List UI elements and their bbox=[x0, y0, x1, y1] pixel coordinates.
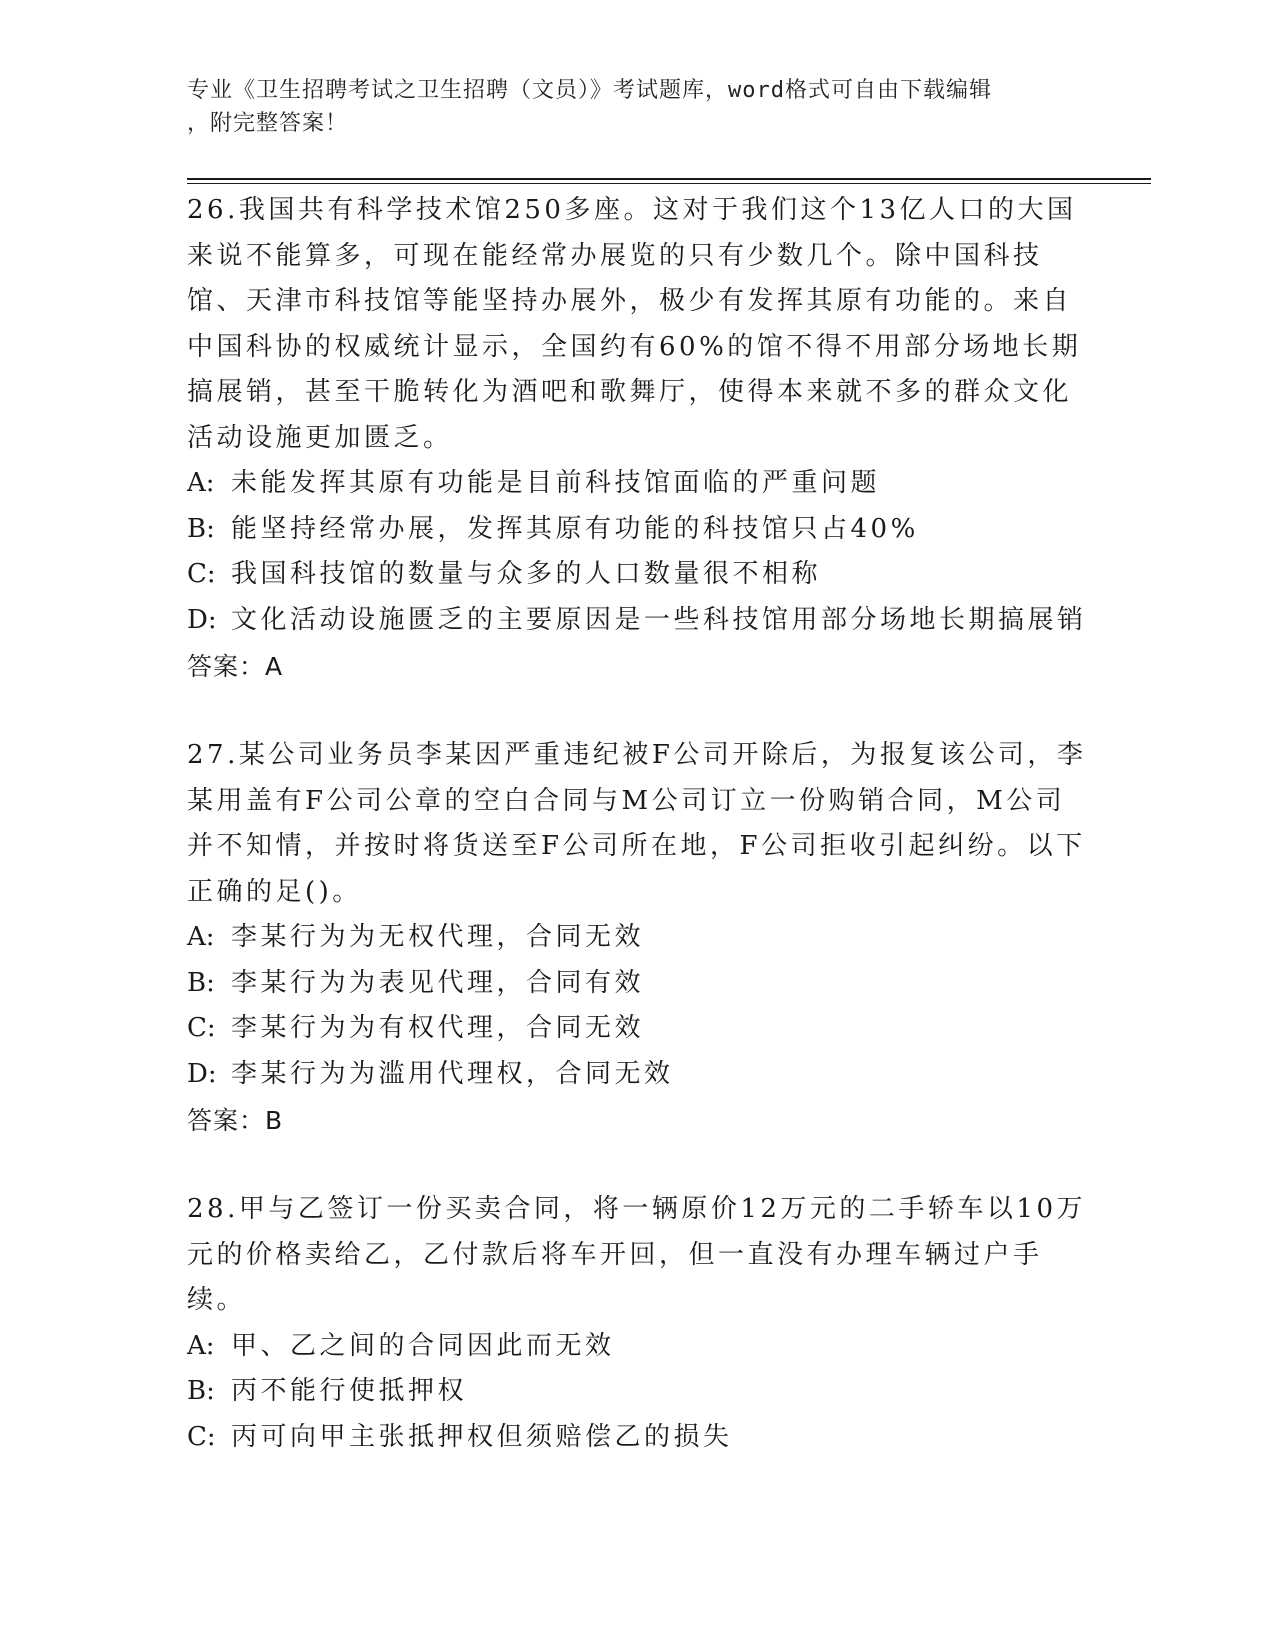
option-b bbox=[187, 507, 1087, 553]
question-27 bbox=[187, 733, 1087, 1145]
option-letter: C: bbox=[187, 1013, 216, 1043]
option-d bbox=[187, 1052, 1087, 1098]
option-text: 未能发挥其原有功能是目前科技馆面临的严重问题 bbox=[231, 468, 881, 498]
option-letter: A: bbox=[187, 468, 215, 498]
question-28 bbox=[187, 1187, 1087, 1460]
question-26 bbox=[187, 188, 1087, 691]
option-a bbox=[187, 1324, 1087, 1370]
option-letter: D: bbox=[187, 604, 217, 635]
answer-line: 答案：B bbox=[187, 1106, 284, 1135]
question-spacer bbox=[187, 1145, 1087, 1187]
answer-line: 答案：A bbox=[187, 652, 284, 681]
option-text: 丙可向甲主张抵押权但须赔偿乙的损失 bbox=[231, 1421, 733, 1452]
option-text: 李某行为为无权代理，合同无效 bbox=[231, 922, 645, 952]
option-text: 甲、乙之间的合同因此而无效 bbox=[231, 1330, 615, 1361]
option-text: 文化活动设施匮乏的主要原因是一些科技馆用部分场地长期搞展销 bbox=[231, 604, 1087, 635]
header-line-2: ，附完整答案！ bbox=[187, 111, 349, 136]
option-text: 我国科技馆的数量与众多的人口数量很不相称 bbox=[231, 559, 822, 589]
option-d bbox=[187, 598, 1087, 644]
option-letter: B: bbox=[187, 513, 215, 544]
question-list bbox=[187, 188, 1087, 1460]
option-c bbox=[187, 1006, 1087, 1052]
option-a bbox=[187, 461, 1087, 507]
question-stem: 27.某公司业务员李某因严重违纪被F公司开除后，为报复该公司，李某用盖有F公司公章的空白合同与M公司订立一份购销合同，M公司并不知情，并按时将货送至F公司所在地，F公司拒收引起纠纷。以下正确的足()。 bbox=[187, 740, 1087, 907]
option-c bbox=[187, 1415, 1087, 1461]
option-b bbox=[187, 1369, 1087, 1415]
header-line-1: 专业《卫生招聘考试之卫生招聘（文员）》考试题库，word格式可自由下载编辑 bbox=[187, 78, 992, 103]
option-b bbox=[187, 961, 1087, 1007]
question-stem: 28.甲与乙签订一份买卖合同，将一辆原价12万元的二手轿车以10万元的价格卖给乙，乙付款后将车开回，但一直没有办理车辆过户手续。 bbox=[187, 1194, 1087, 1315]
question-stem: 26.我国共有科学技术馆250多座。这对于我们这个13亿人口的大国来说不能算多，可现在能经常办展览的只有少数几个。除中国科技馆、天津市科技馆等能坚持办展外，极少有发挥其原有功能的。来自中国科协的权威统计显示，全国约有60%的馆不得不用部分场地长期搞展销，甚至干脆转化为酒吧和歌舞厅，使得本来就不多的群众文化活动设施更加匮乏。 bbox=[187, 195, 1082, 453]
option-text: 李某行为为滥用代理权，合同无效 bbox=[231, 1058, 674, 1089]
option-letter: C: bbox=[187, 1421, 216, 1452]
option-text: 李某行为为表见代理，合同有效 bbox=[231, 967, 645, 998]
option-text: 能坚持经常办展，发挥其原有功能的科技馆只占40% bbox=[231, 513, 919, 544]
option-text: 丙不能行使抵押权 bbox=[231, 1376, 468, 1406]
option-letter: A: bbox=[187, 1330, 215, 1361]
option-a bbox=[187, 915, 1087, 961]
option-text: 李某行为为有权代理，合同无效 bbox=[231, 1013, 645, 1043]
page-header bbox=[187, 74, 1067, 140]
option-letter: D: bbox=[187, 1058, 217, 1089]
header-divider-thin bbox=[187, 183, 1151, 184]
question-spacer bbox=[187, 691, 1087, 733]
option-c bbox=[187, 552, 1087, 598]
option-letter: C: bbox=[187, 559, 216, 589]
option-letter: A: bbox=[187, 922, 215, 952]
header-divider-thick bbox=[187, 178, 1151, 180]
option-letter: B: bbox=[187, 967, 215, 998]
option-letter: B: bbox=[187, 1376, 215, 1406]
